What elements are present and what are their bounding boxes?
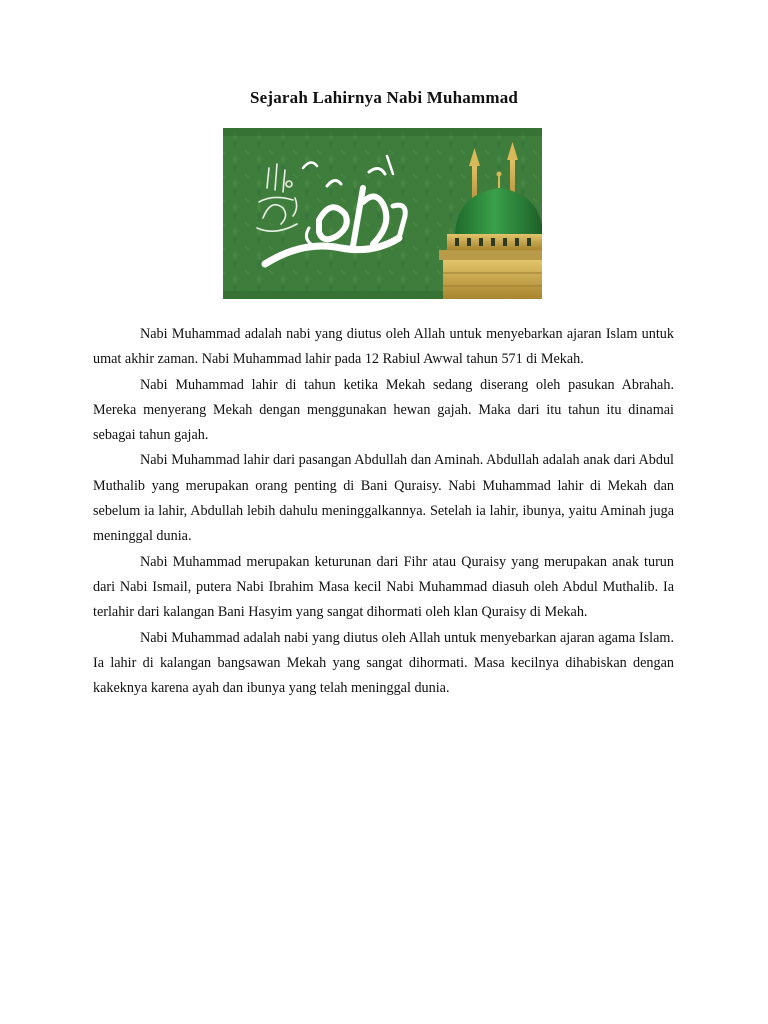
paragraph-3: Nabi Muhammad lahir dari pasangan Abdullah dan Aminah. Abdullah adalah anak dari Abdul Muthalib yang merupakan orang penting di Bani Quraisy. Nabi Muhammad lahir di Mekah dan sebelum ia lahir, Abdullah lebih dahulu meninggalkannya. Setelah ia lahir, ibunya, yaitu Aminah juga meninggal dunia.: [93, 452, 674, 545]
paragraph-1: Nabi Muhammad adalah nabi yang diutus oleh Allah untuk menyebarkan ajaran Islam untuk umat akhir zaman. Nabi Muhammad lahir pada 12 Rabiul Awwal tahun 571 di Mekah.: [93, 326, 674, 368]
paragraph-5: Nabi Muhammad adalah nabi yang diutus oleh Allah untuk menyebarkan ajaran agama Islam. Ia lahir di kalangan bangsawan Mekah yang sangat dihormati. Masa kecilnya dihabiskan dengan kakeknya karena ayah dan ibunya yang telah meninggal dunia.: [93, 629, 674, 697]
paragraph-2: Nabi Muhammad lahir di tahun ketika Mekah sedang diserang oleh pasukan Abrahah. Mereka menyerang Mekah dengan menggunakan hewan gajah. Maka dari itu tahun itu dinamai sebagai tahun gajah.: [93, 376, 674, 444]
body-text: [93, 322, 674, 701]
banner-image: [223, 128, 542, 299]
paragraph-4: Nabi Muhammad merupakan keturunan dari Fihr atau Quraisy yang merupakan anak turun dari Nabi Ismail, putera Nabi Ibrahim Masa kecil Nabi Muhammad diasuh oleh Abdul Muthalib. Ia terlahir dari kalangan Bani Hasyim yang sangat dihormati oleh klan Quraisy di Mekah.: [93, 553, 674, 621]
page-title: Sejarah Lahirnya Nabi Muhammad: [249, 88, 519, 107]
